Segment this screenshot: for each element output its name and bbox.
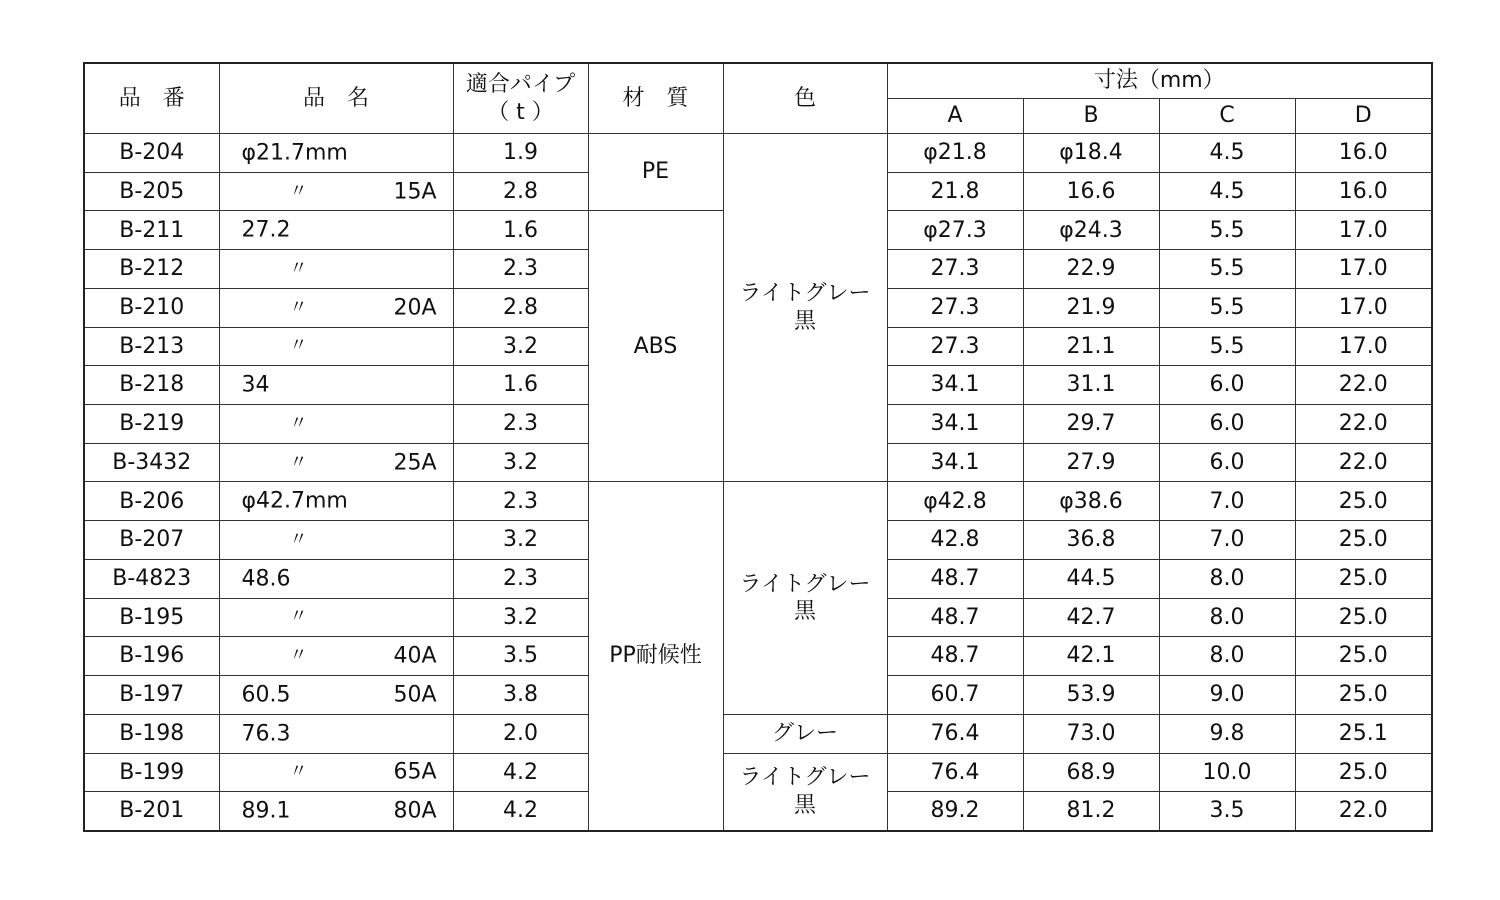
cell-dim-d: 25.0: [1295, 521, 1432, 560]
cell-dim-b: 73.0: [1023, 714, 1159, 753]
cell-color: [723, 714, 887, 753]
name-nominal-size: 65A: [393, 759, 437, 785]
cell-dim-a: 60.7: [887, 676, 1023, 715]
cell-part-no: B-213: [84, 327, 219, 366]
color-line2: 黒: [793, 792, 816, 818]
name-diameter: 〃: [289, 606, 308, 628]
name-diameter: 〃: [289, 412, 308, 434]
cell-dim-a: 48.7: [887, 637, 1023, 676]
cell-pipe-thickness: 3.8: [453, 676, 588, 715]
cell-dim-d: 22.0: [1295, 366, 1432, 405]
cell-dim-d: 22.0: [1295, 443, 1432, 482]
cell-part-no: B-218: [84, 366, 219, 405]
cell-dim-b: 22.9: [1023, 250, 1159, 289]
cell-dim-b: 21.9: [1023, 288, 1159, 327]
cell-pipe-thickness: 4.2: [453, 753, 588, 792]
cell-dim-d: 25.1: [1295, 714, 1432, 753]
table-row: [84, 753, 1432, 792]
cell-name: [219, 405, 453, 444]
cell-dim-d: 22.0: [1295, 792, 1432, 831]
color-line1: ライトグレー: [739, 571, 871, 597]
name-diameter: 〃: [289, 761, 308, 783]
cell-name: [219, 250, 453, 289]
cell-color: [723, 134, 887, 482]
cell-dim-c: 6.0: [1159, 366, 1295, 405]
cell-dim-c: 10.0: [1159, 753, 1295, 792]
name-diameter: φ42.7mm: [241, 488, 348, 514]
cell-pipe-thickness: 4.2: [453, 792, 588, 831]
cell-name: [219, 366, 453, 405]
cell-dim-c: 4.5: [1159, 172, 1295, 211]
cell-part-no: B-211: [84, 211, 219, 250]
cell-part-no: B-3432: [84, 443, 219, 482]
cell-dim-d: 25.0: [1295, 482, 1432, 521]
cell-dim-b: 29.7: [1023, 405, 1159, 444]
cell-dim-c: 8.0: [1159, 637, 1295, 676]
cell-dim-c: 6.0: [1159, 405, 1295, 444]
cell-dim-a: 76.4: [887, 753, 1023, 792]
cell-pipe-thickness: 2.3: [453, 559, 588, 598]
cell-name: [219, 482, 453, 521]
cell-dim-a: 27.3: [887, 288, 1023, 327]
name-diameter: 89.1: [241, 798, 291, 824]
cell-dim-c: 7.0: [1159, 482, 1295, 521]
name-diameter: 48.6: [241, 566, 291, 592]
cell-name: [219, 676, 453, 715]
cell-dim-b: 44.5: [1023, 559, 1159, 598]
name-diameter: 〃: [289, 180, 308, 202]
cell-dim-d: 16.0: [1295, 172, 1432, 211]
cell-pipe-thickness: 2.8: [453, 172, 588, 211]
cell-color: [723, 482, 887, 714]
name-nominal-size: 25A: [393, 449, 437, 475]
header-pipe-line2: （ t ）: [487, 99, 554, 125]
cell-dim-d: 17.0: [1295, 327, 1432, 366]
cell-part-no: B-219: [84, 405, 219, 444]
cell-dim-d: 17.0: [1295, 288, 1432, 327]
cell-dim-b: 68.9: [1023, 753, 1159, 792]
cell-dim-d: 25.0: [1295, 676, 1432, 715]
cell-pipe-thickness: 2.3: [453, 250, 588, 289]
cell-part-no: B-205: [84, 172, 219, 211]
cell-dim-a: φ21.8: [887, 134, 1023, 173]
cell-dim-c: 5.5: [1159, 327, 1295, 366]
cell-part-no: B-4823: [84, 559, 219, 598]
cell-dim-c: 6.0: [1159, 443, 1295, 482]
cell-dim-d: 16.0: [1295, 134, 1432, 173]
cell-dim-a: 21.8: [887, 172, 1023, 211]
cell-dim-d: 17.0: [1295, 211, 1432, 250]
cell-name: [219, 792, 453, 831]
cell-part-no: B-212: [84, 250, 219, 289]
cell-dim-b: φ18.4: [1023, 134, 1159, 173]
cell-dim-b: φ38.6: [1023, 482, 1159, 521]
name-diameter: 34: [241, 372, 270, 398]
cell-dim-c: 9.8: [1159, 714, 1295, 753]
cell-pipe-thickness: 2.3: [453, 482, 588, 521]
cell-dim-c: 4.5: [1159, 134, 1295, 173]
cell-dim-a: 27.3: [887, 250, 1023, 289]
cell-part-no: B-201: [84, 792, 219, 831]
cell-name: [219, 172, 453, 211]
header-dim-b: B: [1023, 99, 1159, 134]
cell-part-no: B-199: [84, 753, 219, 792]
cell-dim-d: 17.0: [1295, 250, 1432, 289]
cell-part-no: B-197: [84, 676, 219, 715]
cell-pipe-thickness: 2.8: [453, 288, 588, 327]
header-dim-d: D: [1295, 99, 1432, 134]
cell-dim-a: φ42.8: [887, 482, 1023, 521]
cell-dim-c: 8.0: [1159, 559, 1295, 598]
cell-name: [219, 521, 453, 560]
header-dim-a: A: [887, 99, 1023, 134]
cell-dim-d: 22.0: [1295, 405, 1432, 444]
cell-pipe-thickness: 2.3: [453, 405, 588, 444]
header-color: 色: [723, 63, 887, 134]
cell-dim-b: 21.1: [1023, 327, 1159, 366]
cell-name: [219, 559, 453, 598]
cell-material: PE: [588, 134, 723, 211]
cell-name: [219, 637, 453, 676]
cell-dim-b: 81.2: [1023, 792, 1159, 831]
cell-dim-a: φ27.3: [887, 211, 1023, 250]
cell-pipe-thickness: 1.6: [453, 366, 588, 405]
cell-dim-b: φ24.3: [1023, 211, 1159, 250]
cell-part-no: B-207: [84, 521, 219, 560]
cell-name: [219, 443, 453, 482]
name-diameter: 27.2: [241, 217, 291, 243]
cell-part-no: B-210: [84, 288, 219, 327]
cell-dim-b: 53.9: [1023, 676, 1159, 715]
header-part-no: 品 番: [84, 63, 219, 134]
cell-dim-b: 36.8: [1023, 521, 1159, 560]
cell-dim-b: 31.1: [1023, 366, 1159, 405]
cell-pipe-thickness: 1.6: [453, 211, 588, 250]
cell-name: [219, 327, 453, 366]
name-nominal-size: 50A: [393, 682, 437, 708]
cell-name: [219, 211, 453, 250]
color-line1: ライトグレー: [739, 281, 871, 307]
cell-dim-c: 9.0: [1159, 676, 1295, 715]
table-row: [84, 714, 1432, 753]
cell-dim-a: 34.1: [887, 443, 1023, 482]
color-line2: 黒: [793, 308, 816, 334]
cell-pipe-thickness: 3.2: [453, 443, 588, 482]
cell-dim-c: 3.5: [1159, 792, 1295, 831]
cell-dim-a: 89.2: [887, 792, 1023, 831]
name-diameter: 〃: [289, 335, 308, 357]
header-pipe-line1: 適合パイプ: [465, 72, 576, 97]
color-line2: 黒: [793, 599, 816, 625]
cell-part-no: B-198: [84, 714, 219, 753]
cell-dim-c: 8.0: [1159, 598, 1295, 637]
name-diameter: 76.3: [241, 720, 291, 746]
cell-dim-b: 42.1: [1023, 637, 1159, 676]
cell-pipe-thickness: 2.0: [453, 714, 588, 753]
cell-pipe-thickness: 3.2: [453, 598, 588, 637]
cell-color: [723, 753, 887, 831]
cell-name: [219, 753, 453, 792]
header-dim-c: C: [1159, 99, 1295, 134]
color-line1: ライトグレー: [739, 765, 871, 791]
cell-name: [219, 598, 453, 637]
cell-dim-d: 25.0: [1295, 637, 1432, 676]
cell-dim-d: 25.0: [1295, 598, 1432, 637]
name-nominal-size: 20A: [393, 294, 437, 320]
cell-name: [219, 288, 453, 327]
name-nominal-size: 15A: [393, 178, 437, 204]
cell-pipe-thickness: 1.9: [453, 134, 588, 173]
cell-dim-c: 5.5: [1159, 288, 1295, 327]
cell-dim-a: 76.4: [887, 714, 1023, 753]
cell-dim-a: 42.8: [887, 521, 1023, 560]
name-nominal-size: 40A: [393, 643, 437, 669]
cell-dim-a: 48.7: [887, 559, 1023, 598]
name-diameter: 〃: [289, 257, 308, 279]
color-line1: グレー: [771, 720, 838, 746]
cell-dim-d: 25.0: [1295, 753, 1432, 792]
name-diameter: 60.5: [241, 682, 291, 708]
cell-pipe-thickness: 3.2: [453, 521, 588, 560]
cell-material: ABS: [588, 211, 723, 482]
table-row: [84, 482, 1432, 521]
cell-part-no: B-204: [84, 134, 219, 173]
cell-dim-c: 5.5: [1159, 250, 1295, 289]
cell-dim-b: 42.7: [1023, 598, 1159, 637]
cell-part-no: B-195: [84, 598, 219, 637]
header-pipe: [453, 63, 588, 134]
cell-dim-b: 16.6: [1023, 172, 1159, 211]
cell-pipe-thickness: 3.5: [453, 637, 588, 676]
cell-part-no: B-196: [84, 637, 219, 676]
spec-table: [83, 62, 1433, 832]
table-body: [84, 134, 1432, 832]
cell-dim-c: 5.5: [1159, 211, 1295, 250]
name-nominal-size: 80A: [393, 798, 437, 824]
cell-material: PP耐候性: [588, 482, 723, 831]
header-name: 品 名: [219, 63, 453, 134]
cell-dim-a: 34.1: [887, 405, 1023, 444]
cell-dim-a: 34.1: [887, 366, 1023, 405]
cell-dim-a: 27.3: [887, 327, 1023, 366]
name-diameter: 〃: [289, 644, 308, 666]
cell-dim-c: 7.0: [1159, 521, 1295, 560]
cell-dim-a: 48.7: [887, 598, 1023, 637]
table-row: [84, 134, 1432, 173]
cell-dim-d: 25.0: [1295, 559, 1432, 598]
cell-name: [219, 134, 453, 173]
name-diameter: 〃: [289, 296, 308, 318]
cell-name: [219, 714, 453, 753]
cell-dim-b: 27.9: [1023, 443, 1159, 482]
cell-part-no: B-206: [84, 482, 219, 521]
cell-pipe-thickness: 3.2: [453, 327, 588, 366]
header-material: 材 質: [588, 63, 723, 134]
name-diameter: 〃: [289, 528, 308, 550]
name-diameter: 〃: [289, 451, 308, 473]
header-dimensions: 寸法（mm）: [887, 63, 1432, 99]
name-diameter: φ21.7mm: [241, 140, 348, 166]
